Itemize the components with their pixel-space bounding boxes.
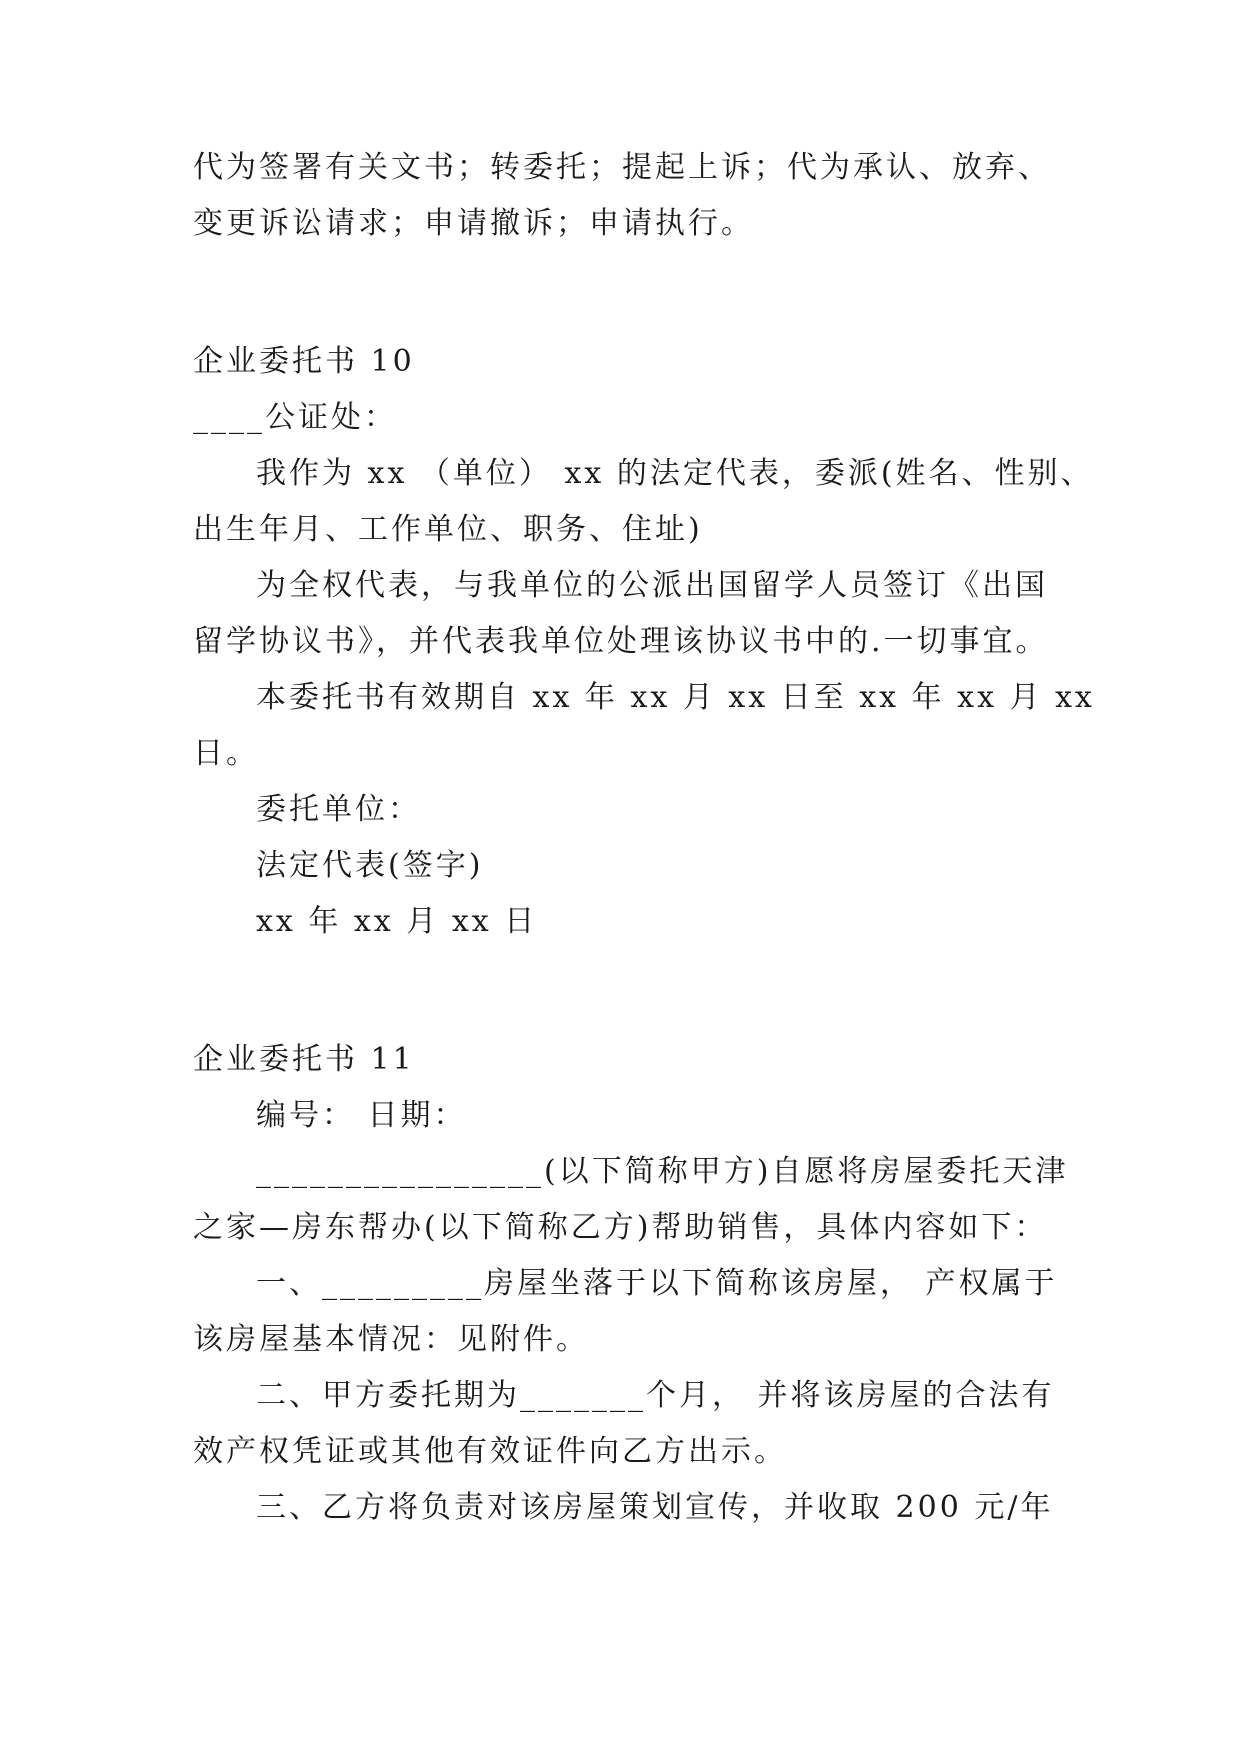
paragraph-line: 之家—房东帮办(以下简称乙方)帮助销售，具体内容如下： (193, 1210, 1048, 1245)
paragraph-line: 日。 (193, 736, 259, 771)
paragraph-line: 效产权凭证或其他有效证件向乙方出示。 (193, 1434, 787, 1469)
signature-label: 法定代表(签字) (256, 848, 484, 883)
section-title: 企业委托书 10 (193, 344, 415, 379)
section-title: 企业委托书 11 (193, 1042, 415, 1077)
paragraph-line: 留学协议书》，并代表我单位处理该协议书中的.一切事宜。 (193, 624, 1049, 659)
paragraph-line: 为全权代表，与我单位的公派出国留学人员签订《出国 (256, 568, 1048, 603)
paragraph-line: 三、乙方将负责对该房屋策划宣传，并收取 200 元/年 (256, 1490, 1054, 1525)
paragraph-line: 该房屋基本情况：见附件。 (193, 1322, 589, 1357)
number-date-line: 编号： 日期： (256, 1098, 467, 1133)
signature-label: 委托单位： (256, 792, 421, 827)
paragraph-line: 一、_________房屋坐落于以下简称该房屋， 产权属于 (256, 1266, 1058, 1301)
date-line: xx 年 xx 月 xx 日 (256, 904, 538, 939)
paragraph-line: 二、甲方委托期为_______个月， 并将该房屋的合法有 (256, 1378, 1055, 1413)
paragraph-line: 本委托书有效期自 xx 年 xx 月 xx 日至 xx 年 xx 月 xx (256, 680, 1095, 715)
paragraph-line: 代为签署有关文书；转委托；提起上诉；代为承认、放弃、 (193, 150, 1051, 185)
paragraph-line: ________________(以下简称甲方)自愿将房屋委托天津 (256, 1154, 1069, 1189)
addressee-line: ____公证处： (193, 400, 397, 435)
paragraph-line: 变更诉讼请求；申请撤诉；申请执行。 (193, 206, 754, 241)
paragraph-line: 出生年月、工作单位、职务、住址) (193, 512, 703, 547)
paragraph-line: 我作为 xx （单位） xx 的法定代表，委派(姓名、性别、 (256, 456, 1094, 491)
